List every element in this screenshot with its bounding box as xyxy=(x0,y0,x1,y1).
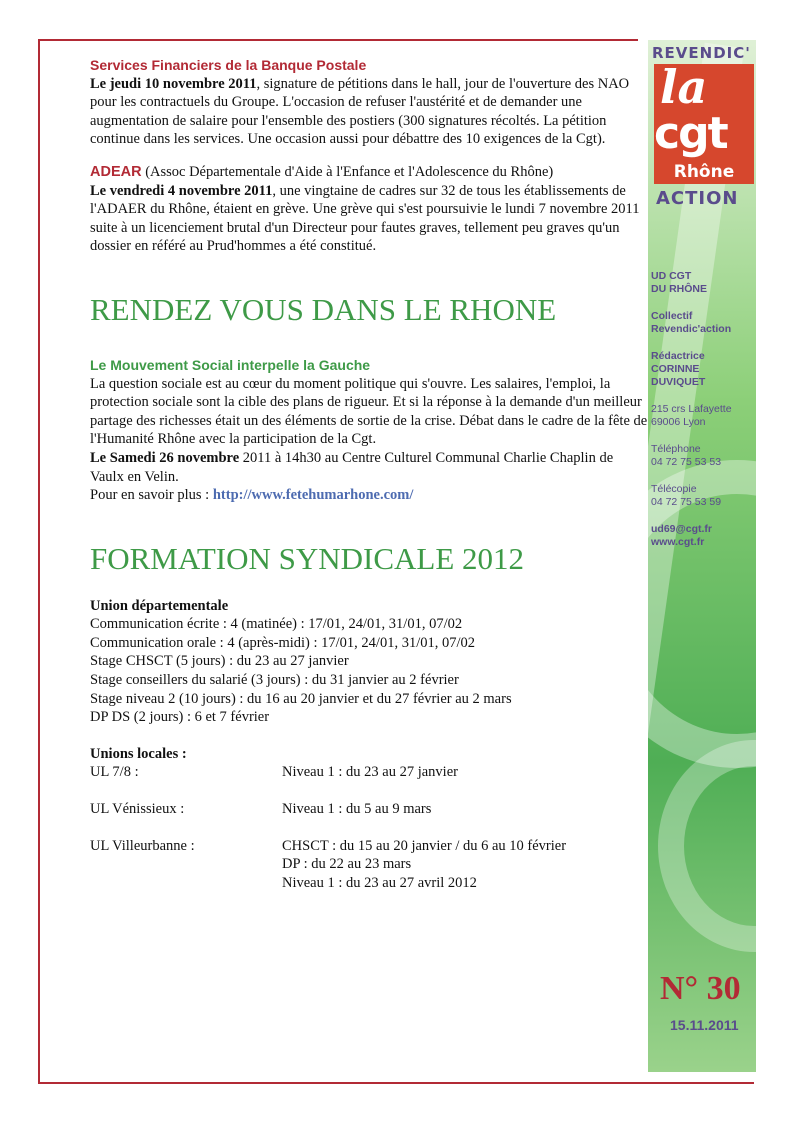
telecopie-label: Télécopie xyxy=(651,483,697,495)
frame-top-border xyxy=(38,39,638,41)
ud-item: Stage niveau 2 (10 jours) : du 16 au 20 janvier et du 27 février au 2 mars xyxy=(90,690,512,707)
ud-item: Communication orale : 4 (après-midi) : 17/01, 24/01, 31/01, 07/02 xyxy=(90,634,476,651)
ul-lines xyxy=(282,800,431,819)
event-date: Le Samedi 26 novembre xyxy=(90,449,240,466)
logo-red-block xyxy=(654,60,754,184)
ul-line: Niveau 1 : du 23 au 27 avril 2012 xyxy=(282,874,477,891)
event-location: 2011 à 14h30 au Centre Culturel Communal Charlie Chaplin de Vaulx en Velin. xyxy=(90,449,614,485)
heading-formation: FORMATION SYNDICALE 2012 xyxy=(90,540,525,576)
section-paragraph-banque-postale xyxy=(90,75,650,149)
ud-item: DP DS (2 jours) : 6 et 7 février xyxy=(90,709,270,726)
sidebar-info xyxy=(651,270,756,563)
event-details xyxy=(90,449,650,486)
logo-la: la xyxy=(660,60,708,114)
adear-subtitle: (Assoc Départementale d'Aide à l'Enfance et l'Adolescence du Rhône) xyxy=(141,163,554,180)
ul-name: UL Vénissieux : xyxy=(90,801,185,818)
issue-number: N° 30 xyxy=(660,970,741,1007)
event-date: Le jeudi 10 novembre 2011 xyxy=(90,75,257,92)
logo-cgt: cgt xyxy=(654,108,727,159)
collectif-line: Revendic'action xyxy=(651,323,732,335)
section-paragraph-mouvement-social: La question sociale est au cœur du moment politique qui s'ouvre. Les salaires, l'emploi, la protection sociale sont la cible des plans de rigueur. Et si la réponse à la demande d'un meilleur partage des richesses était un des éléments de sortie de la crise. Débat dans le cadre de la fête de l'Humanité Rhône avec la participation de la Cgt. xyxy=(90,375,648,448)
more-info-line xyxy=(90,486,650,505)
logo-action: ACTION xyxy=(656,188,739,209)
ul-name: UL Villeurbanne : xyxy=(90,837,195,854)
redactrice-name: CORINNE DUVIQUET xyxy=(651,363,706,388)
ud-list xyxy=(90,615,650,727)
section-title-adear: ADEAR xyxy=(90,163,142,180)
org-line: DU RHÔNE xyxy=(651,283,708,295)
logo-revendic: REVENDIC' xyxy=(652,44,751,62)
address-line: 69006 Lyon xyxy=(651,416,706,428)
ul-line: CHSCT : du 15 au 20 janvier / du 6 au 10 février xyxy=(282,837,567,854)
section-title-mouvement-social: Le Mouvement Social interpelle la Gauche xyxy=(90,356,371,373)
ul-lines xyxy=(282,763,458,782)
main-content xyxy=(90,56,650,892)
ud-item: Stage CHSCT (5 jours) : du 23 au 27 janvier xyxy=(90,653,349,670)
ul-line: Niveau 1 : du 23 au 27 janvier xyxy=(282,764,458,781)
frame-left-border xyxy=(38,39,40,1084)
telephone-number: 04 72 75 53 53 xyxy=(651,456,722,468)
ud-item: Stage conseillers du salarié (3 jours) : du 31 janvier au 2 février xyxy=(90,672,459,689)
more-info-prefix: Pour en savoir plus : xyxy=(90,487,213,504)
ul-row xyxy=(90,837,650,893)
ud-title: Union départementale xyxy=(90,597,229,614)
org-line: UD CGT xyxy=(651,270,692,282)
section-title-adear-line xyxy=(90,163,650,182)
ul-row xyxy=(90,800,650,819)
cgt-logo xyxy=(648,44,756,224)
ul-title: Unions locales : xyxy=(90,745,187,762)
sidebar-swirl xyxy=(658,740,756,952)
section-paragraph-adear xyxy=(90,182,650,256)
paragraph-text: , une vingtaine de cadres sur 32 de tous les établissements de l'ADAER du Rhône, étaient en grève. Une grève qui s'est poursuivie le lundi 7 novembre 2011 suite à un licenciement brutal d'un Directeur pour fautes graves, tellement peu graves qu'un dossier en référé au Prud'hommes a été constitué. xyxy=(90,182,640,255)
paragraph-text: , signature de pétitions dans le hall, jour de l'ouverture des NAO pour les contractuels du Groupe. L'occasion de refuser l'austérité et de demander une augmentation de salaire pour l'ensemble des postiers (300 signatures récoltés. La pétition continue dans les services. Une occasion aussi pour débattre des 10 exigences de la Cgt). xyxy=(90,75,630,148)
ud-item: Communication écrite : 4 (matinée) : 17/01, 24/01, 31/01, 07/02 xyxy=(90,616,463,633)
ul-row xyxy=(90,763,650,782)
address-line: 215 crs Lafayette xyxy=(651,403,732,415)
email-link[interactable]: ud69@cgt.fr xyxy=(651,523,712,535)
ul-lines xyxy=(282,837,566,893)
collectif-line: Collectif xyxy=(651,310,693,322)
telephone-label: Téléphone xyxy=(651,443,701,455)
section-title-banque-postale: Services Financiers de la Banque Postale xyxy=(90,57,367,73)
fete-humanite-link[interactable]: http://www.fetehumarhone.com/ xyxy=(212,487,414,504)
redactrice-label: Rédactrice xyxy=(651,350,705,362)
logo-rhone: Rhône xyxy=(673,162,735,182)
issue-date: 15.11.2011 xyxy=(670,1017,739,1033)
frame-bottom-border xyxy=(38,1082,754,1084)
heading-rendez-vous: RENDEZ VOUS DANS LE RHONE xyxy=(90,291,557,327)
event-date: Le vendredi 4 novembre 2011 xyxy=(90,182,273,199)
ul-line: Niveau 1 : du 5 au 9 mars xyxy=(282,801,432,818)
telecopie-number: 04 72 75 53 59 xyxy=(651,496,722,508)
ul-name: UL 7/8 : xyxy=(90,764,139,781)
website-link[interactable]: www.cgt.fr xyxy=(651,536,705,548)
ul-line: DP : du 22 au 23 mars xyxy=(282,856,412,873)
